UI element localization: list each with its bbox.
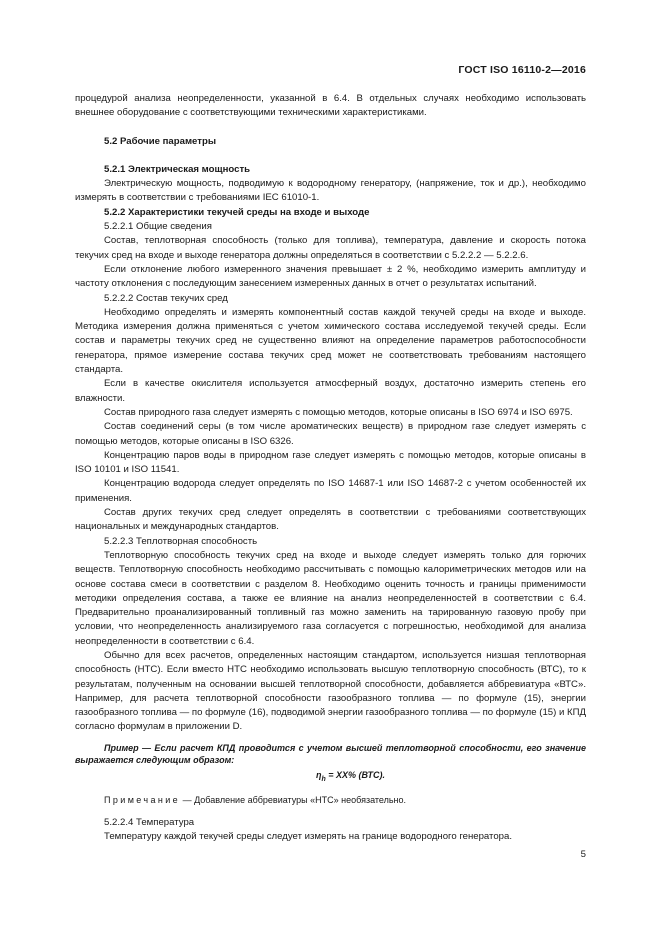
- paragraph-5-2-2-3-a: Теплотворную способность текучих сред на входе и выходе следует измерять только для горючих веществ. Теплотворную способность необходимо рассчитывать с помощью калориметрических методов или на основе состава смеси в соответствии с разделом 8. Необходимо оценить точность и границы применимости методики определения состава, а также ее влияние на анализ неопределенностей в соответствии с 6.4. Предварительно проанализированный топливный газ можно заменить на тарированную газовую пробу при условии, что неопределенность анализируемого газа согласуется с погрешностью, необходимой для анализа неопределенности в соответствии с 6.4.: [75, 549, 586, 647]
- heading-5-2-2-4: 5.2.2.4 Температура: [104, 817, 195, 829]
- paragraph-5-2-2-2-a: Необходимо определять и измерять компонентный состав каждой текучей среды на входе и выходе. Методика измерения должна применяться с учетом химического состава исследуемой текучей среды. Если состав и параметры текучих сред не существенно влияют на определение параметров работоспособности генератора, прямое измерение состава текучих сред может не соответствовать требованиям настоящего стандарта.: [75, 306, 586, 376]
- heading-5-2-1: 5.2.1 Электрическая мощность: [104, 163, 251, 175]
- paragraph-5-2-2-1-b: Если отклонение любого измеренного значения превышает ± 2 %, необходимо измерить амплитуду и частоту отклонения с последующим занесением измеренных данных в отчет о результатах испытаний.: [75, 263, 586, 290]
- note-label: Примечание: [104, 794, 181, 805]
- paragraph-continuation: процедурой анализа неопределенности, указанной в 6.4. В отдельных случаях необходимо использовать внешнее оборудование с соответствующими техническими характеристиками.: [75, 93, 586, 119]
- heading-5-2-2-3: 5.2.2.3 Теплотворная способность: [104, 535, 258, 547]
- document-body: [75, 92, 586, 845]
- note-text: — Добавление аббревиатуры «НТС» необязательно.: [180, 794, 407, 805]
- note: [75, 793, 586, 807]
- document-code: ГОСТ ISO 16110-2—2016: [458, 64, 586, 76]
- paragraph-5-2-2-3-b: Обычно для всех расчетов, определенных настоящим стандартом, используется низшая теплотворная способность (НТС). Если вместо НТС необходимо использовать высшую теплотворную способность (ВТС), то к результатам, полученным на основании высшей теплотворной способности, добавляется аббревиатура «ВТС». Например, для расчета теплотворной способности газообразного топлива — по формуле (15), энергии газообразного топлива — по формуле (16), подводимой энергии газообразного топлива — по формуле (15) и КПД согласно формулам в приложении D.: [75, 649, 586, 733]
- paragraph-5-2-2-2-e: Концентрацию паров воды в природном газе следует измерять с помощью методов, которые описаны в ISO 10101 и ISO 11541.: [75, 449, 586, 476]
- heading-5-2: 5.2 Рабочие параметры: [104, 135, 217, 147]
- heading-5-2-2: 5.2.2 Характеристики текучей среды на входе и выходе: [104, 206, 370, 218]
- page-number: 5: [580, 849, 586, 860]
- paragraph-5-2-2-1-a: Состав, теплотворная способность (только для топлива), температура, давление и скорость потока текучих сред на входе и выходе генератора должны определяться в соответствии с 5.2.2.2 — 5.2.2.6.: [75, 235, 586, 261]
- paragraph-5-2-2-4: Температуру каждой текучей среды следует измерять на границе водородного генератора.: [104, 831, 513, 843]
- example-text: Пример — Если расчет КПД проводится с учетом высшей теплотворной способности, его значение выражается следующим образом:: [75, 742, 586, 766]
- paragraph-5-2-2-2-c: Состав природного газа следует измерять с помощью методов, которые описаны в ISO 6974 и ISO 6975.: [104, 406, 573, 418]
- formula-symbol: η: [316, 769, 322, 780]
- formula-rest: = XX% (ВТС).: [325, 769, 385, 780]
- paragraph-5-2-2-2-g: Состав других текучих сред следует определять в соответствии с требованиями соответствующих национальных и международных стандартов.: [75, 507, 586, 533]
- heading-5-2-2-2: 5.2.2.2 Состав текучих сред: [104, 292, 228, 304]
- formula: [75, 768, 586, 787]
- paragraph-5-2-2-2-f: Концентрацию водорода следует определять по ISO 14687-1 или ISO 14687-2 с учетом особенностей их применения.: [75, 478, 586, 504]
- paragraph-5-2-2-2-d: Состав соединений серы (в том числе ароматических веществ) в природном газе следует измерять с помощью методов, которые описаны в ISO 6326.: [75, 421, 586, 447]
- paragraph-5-2-2-2-b: Если в качестве окислителя используется атмосферный воздух, достаточно измерить степень его влажности.: [75, 378, 586, 404]
- document-page: [75, 0, 586, 935]
- formula-subscript: h: [321, 775, 326, 783]
- paragraph-5-2-1: Электрическую мощность, подводимую к водородному генератору, (напряжение, ток и др.), необходимо измерять в соответствии с требованиями IEC 61010-1.: [75, 178, 586, 204]
- heading-5-2-2-1: 5.2.2.1 Общие сведения: [104, 221, 212, 233]
